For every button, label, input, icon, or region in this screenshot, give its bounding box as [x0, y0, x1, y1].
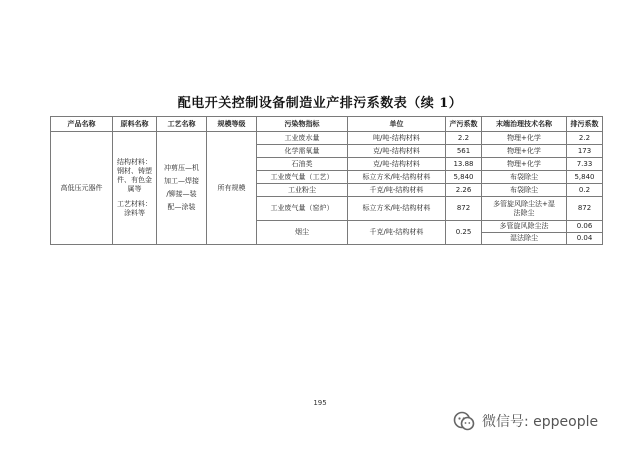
generation-coefficient-cell: 5,840: [446, 171, 482, 184]
unit-cell: 标立方米/吨-结构材料: [348, 197, 446, 221]
material-line: 件、有色金: [117, 176, 152, 184]
unit-cell: 克/吨-结构材料: [348, 158, 446, 171]
treatment-tech-cell: 布袋除尘: [482, 184, 567, 197]
header-cell: 排污系数: [567, 117, 603, 132]
emission-coefficient-cell: 0.2: [567, 184, 603, 197]
header-cell: 产品名称: [51, 117, 113, 132]
process-cell: [157, 132, 207, 245]
unit-cell: 千克/吨-结构材料: [348, 184, 446, 197]
header-cell: 原料名称: [113, 117, 157, 132]
pollutant-cell: 烟尘: [257, 221, 348, 245]
treatment-tech-line: 多管旋风除尘法+湿: [493, 199, 555, 208]
generation-coefficient-cell: 13.88: [446, 158, 482, 171]
emission-coefficient-cell: 2.2: [567, 132, 603, 145]
unit-cell: 千克/吨-结构材料: [348, 221, 446, 245]
pollutant-cell: 工业废气量（窑炉）: [257, 197, 348, 221]
watermark-text: 微信号: eppeople: [482, 414, 599, 430]
header-cell: 单位: [348, 117, 446, 132]
header-cell: 规模等级: [207, 117, 257, 132]
unit-cell: 吨/吨-结构材料: [348, 132, 446, 145]
generation-coefficient-cell: 2.2: [446, 132, 482, 145]
emission-coefficient-cell: 173: [567, 145, 603, 158]
header-row: [51, 117, 603, 132]
process-line: 加工—焊接: [164, 177, 199, 185]
material-line: 钢材、铸塑: [117, 167, 152, 175]
emission-coefficient-cell: 7.33: [567, 158, 603, 171]
pollutant-cell: 工业废气量（工艺）: [257, 171, 348, 184]
treatment-tech-cell: 物理+化学: [482, 158, 567, 171]
generation-coefficient-cell: 2.26: [446, 184, 482, 197]
generation-coefficient-cell: 872: [446, 197, 482, 221]
pollutant-cell: 工业废水量: [257, 132, 348, 145]
pollutant-cell: 化学需氧量: [257, 145, 348, 158]
scale-cell: 所有规模: [207, 132, 257, 245]
pollutant-cell: 工业粉尘: [257, 184, 348, 197]
table-title: 配电开关控制设备制造业产排污系数表（续 1）: [177, 96, 463, 111]
treatment-tech-cell: [482, 197, 567, 221]
process-line: 冲剪压—机: [164, 164, 199, 172]
page-number: 195: [313, 399, 327, 407]
material-cell: [113, 132, 157, 245]
unit-cell: 克/吨-结构材料: [348, 145, 446, 158]
generation-coefficient-cell: 561: [446, 145, 482, 158]
header-cell: 污染物指标: [257, 117, 348, 132]
emission-coefficient-cell: 5,840: [567, 171, 603, 184]
material-line: 工艺材料：: [117, 200, 152, 208]
process-line: /铆接—装: [166, 190, 197, 198]
process-line: 配—涂装: [167, 203, 196, 211]
treatment-tech-line: 法除尘: [513, 208, 535, 217]
table-row: [51, 132, 603, 145]
pollutant-cell: 石油类: [257, 158, 348, 171]
treatment-tech-cell: 物理+化学: [482, 132, 567, 145]
unit-cell: 标立方米/吨-结构材料: [348, 171, 446, 184]
watermark: [452, 410, 598, 432]
material-line: 属等: [127, 185, 142, 193]
treatment-tech-cell: 物理+化学: [482, 145, 567, 158]
material-line: 结构材料：: [117, 158, 152, 166]
emission-coefficient-cell: 0.04: [567, 233, 603, 245]
generation-coefficient-cell: 0.25: [446, 221, 482, 245]
treatment-tech-cell: 湿法除尘: [482, 233, 567, 245]
header-cell: 末端治理技术名称: [482, 117, 567, 132]
emission-coefficient-cell: 0.06: [567, 221, 603, 233]
header-cell: 工艺名称: [157, 117, 207, 132]
emission-coefficient-cell: 872: [567, 197, 603, 221]
treatment-tech-cell: 多管旋风除尘法: [482, 221, 567, 233]
wechat-icon: [452, 410, 476, 432]
product-name-cell: 高低压元器件: [51, 132, 113, 245]
material-line: 涂料等: [124, 209, 145, 217]
treatment-tech-cell: 布袋除尘: [482, 171, 567, 184]
header-cell: 产污系数: [446, 117, 482, 132]
pollution-coefficient-table: [50, 116, 603, 245]
